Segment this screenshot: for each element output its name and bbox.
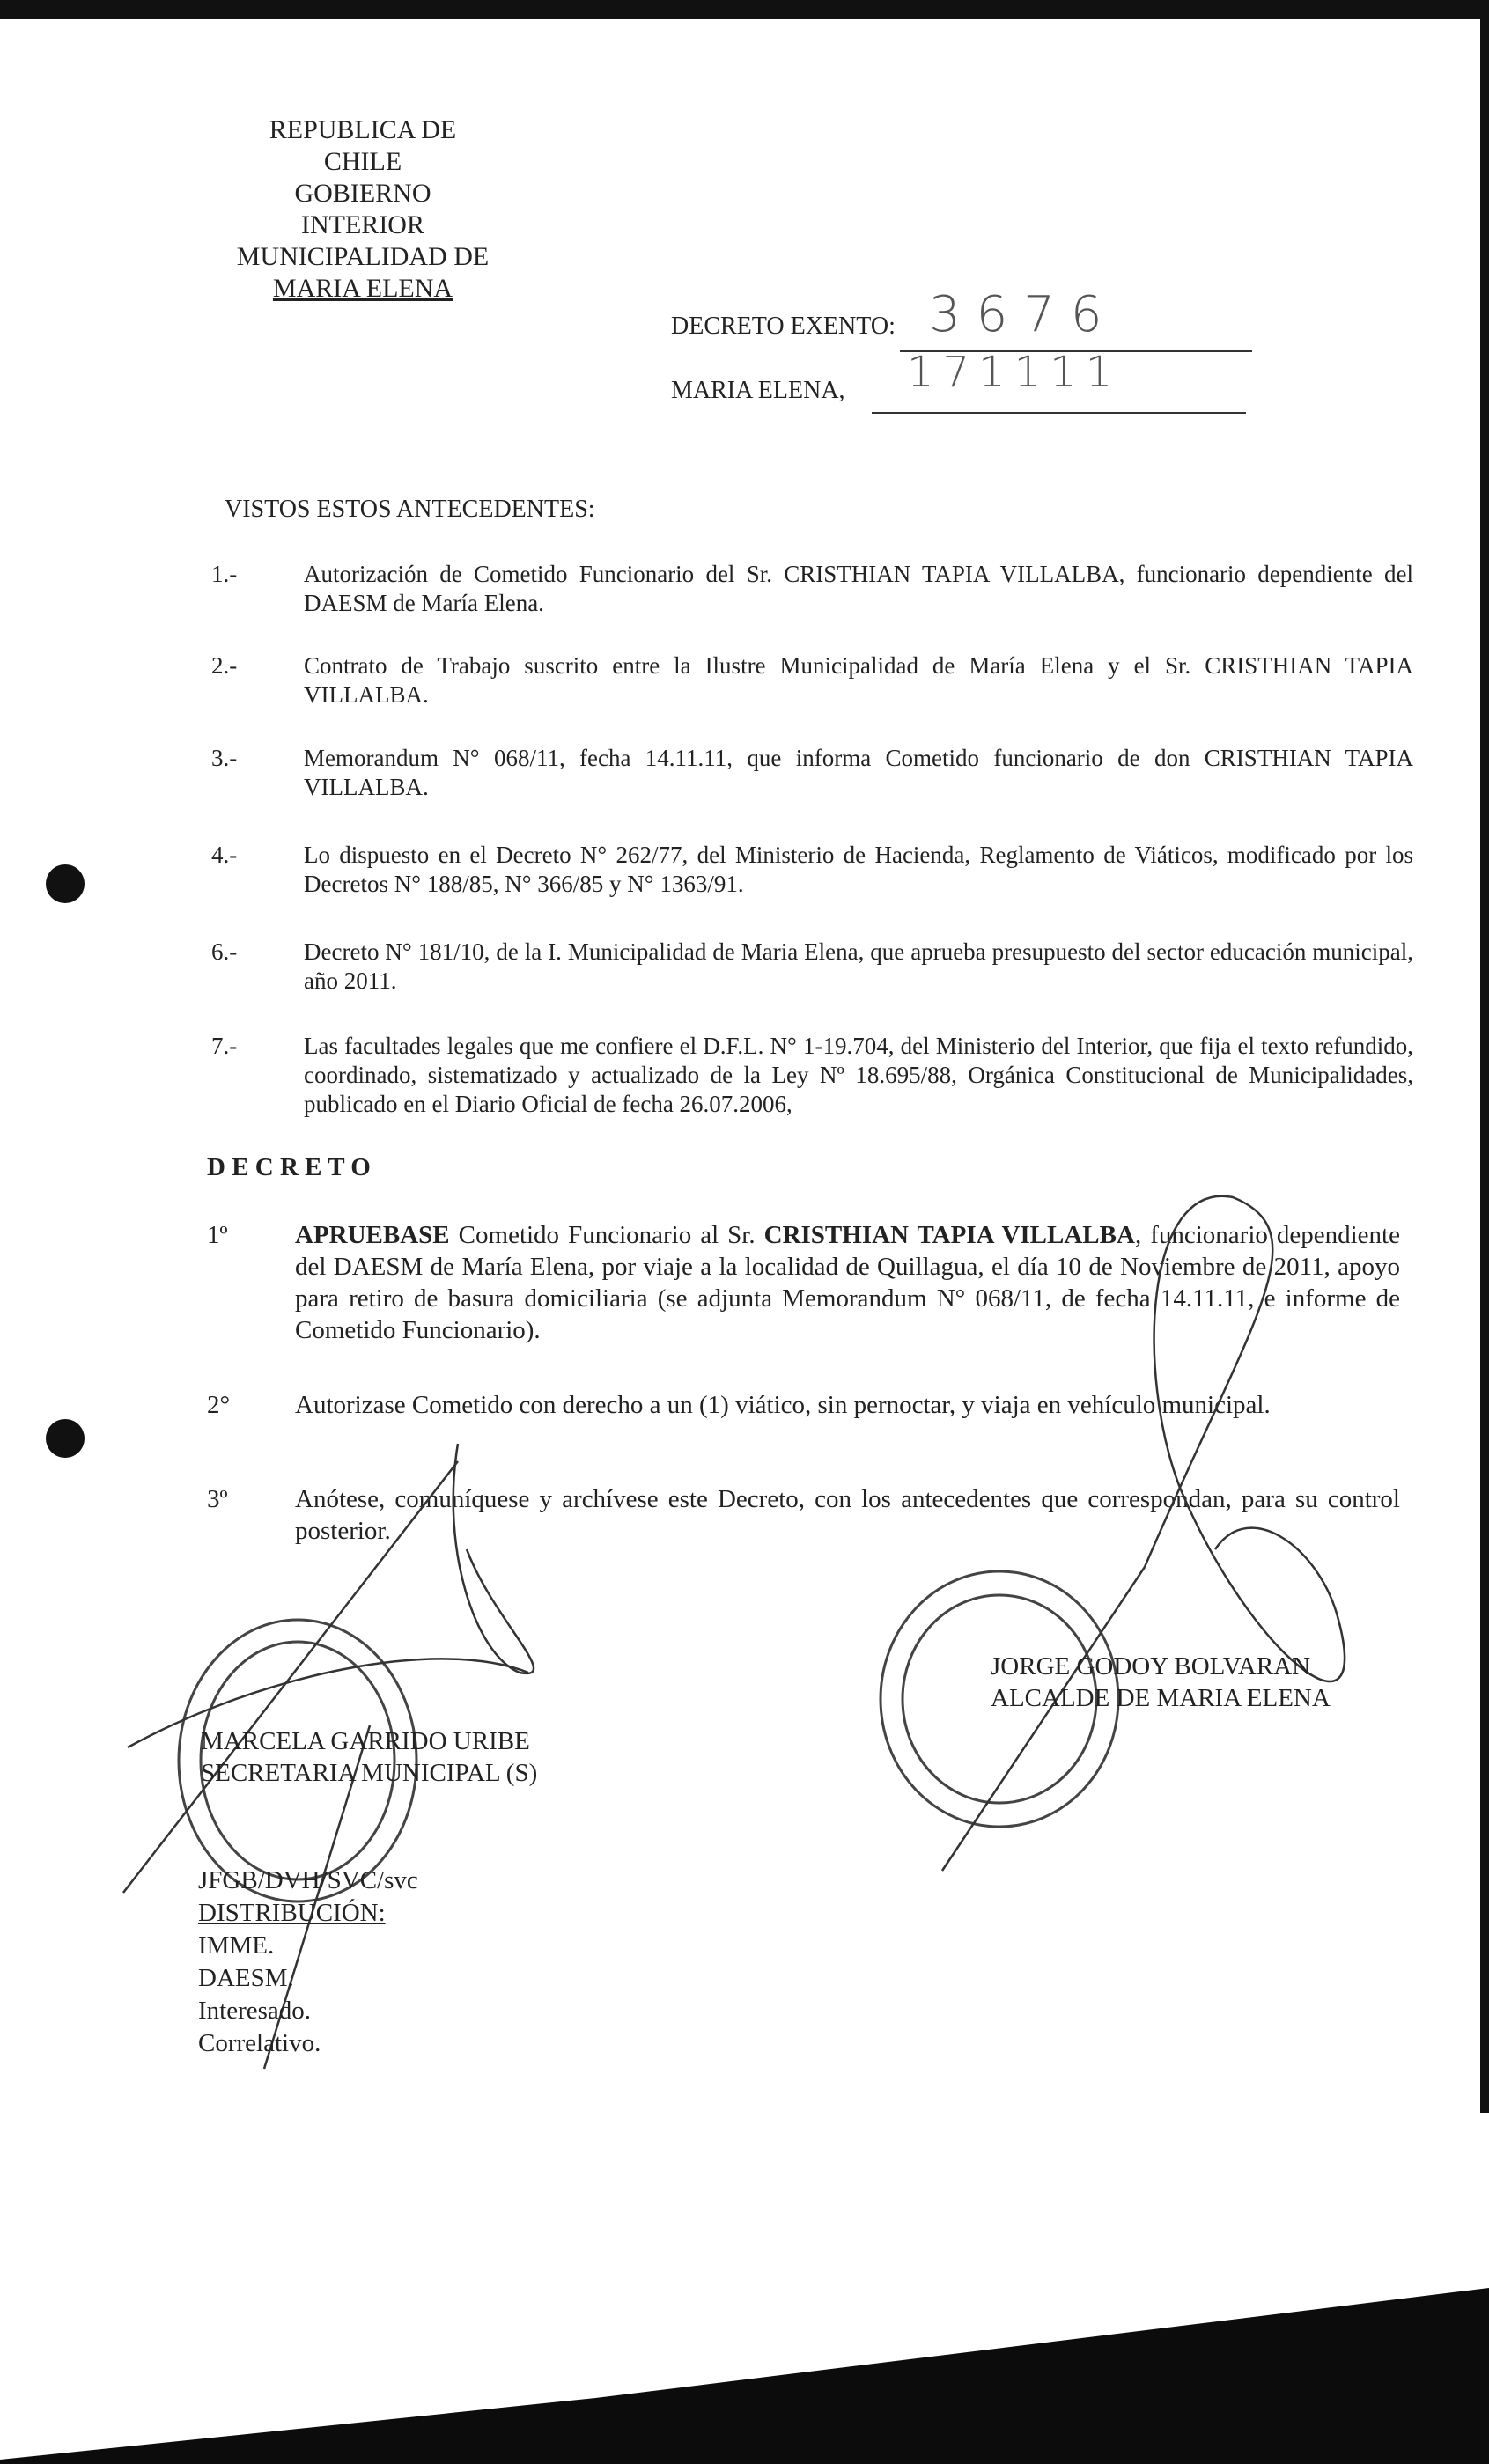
initials: JFGB/DVH/SVC/svc <box>198 1866 418 1894</box>
official-name: CRISTHIAN TAPIA VILLALBA <box>763 1221 1135 1249</box>
item-text: Lo dispuesto en el Decreto N° 262/77, del Ministerio de Hacienda, Reglamento de Viáticos, modificado por los Decretos N° 188/85, N° 366/85 y N° 1363/91. <box>304 842 1413 897</box>
decreto-title: D E C R E T O <box>207 1153 371 1181</box>
text-fragment: Cometido Funcionario al Sr. <box>449 1221 764 1249</box>
secretary-signature-block <box>201 1725 537 1789</box>
decree-date: 171111 <box>907 348 1122 397</box>
item-number: 6.- <box>211 938 238 965</box>
distribution-item: Correlativo. <box>198 2029 321 2057</box>
text-fragment: , funcionario dependiente del DAESM de María Elena, por viaje a la localidad de Quillagua, el día 10 de Noviembre de 2011, apoyo para retiro de basura domiciliaria (se adjunta Memorandum N° 068/11, de fecha 14.11.11, e informe de Cometido Funcionario). <box>295 1221 1400 1344</box>
item-text: Las facultades legales que me confiere el D.F.L. N° 1-19.704, del Ministerio del Interior, que fija el texto refundido, coordinado, sistematizado y actualizado de la Ley Nº 18.695/88, Orgánica Constitucional de Municipalidades, publicado en el Diario Oficial de fecha 26.07.2006, <box>304 1033 1413 1117</box>
distribution-item: DAESM. <box>198 1964 294 1992</box>
item-number: 2.- <box>211 652 238 679</box>
signer-title: ALCALDE DE MARIA ELENA <box>991 1684 1331 1712</box>
letterhead-line: MUNICIPALIDAD DE <box>236 242 490 271</box>
decree-label: DECRETO EXENTO: <box>671 313 896 340</box>
distribution-block <box>198 1865 418 2060</box>
letterhead-line: REPUBLICA DE CHILE <box>269 115 457 176</box>
item-text: Decreto N° 181/10, de la I. Municipalidad de Maria Elena, que aprueba presupuesto del sector educación municipal, año 2011. <box>304 938 1413 994</box>
letterhead-line: MARIA ELENA <box>272 274 453 303</box>
place-label: MARIA ELENA, <box>671 377 845 404</box>
item-number: 4.- <box>211 842 238 868</box>
distribution-title: DISTRIBUCIÓN: <box>198 1899 386 1927</box>
item-number: 1º <box>207 1221 228 1249</box>
item-number: 3.- <box>211 745 238 771</box>
item-number: 2° <box>207 1391 231 1419</box>
signer-title: SECRETARIA MUNICIPAL (S) <box>201 1759 538 1787</box>
item-number: 1.- <box>211 561 238 587</box>
item-number: 7.- <box>211 1033 238 1059</box>
letterhead-line: GOBIERNO INTERIOR <box>294 179 431 239</box>
item-number: 3º <box>207 1485 228 1513</box>
item-text: Anótese, comuníquese y archívese este Decreto, con los antecedentes que correspondan, para su control posterior. <box>295 1485 1400 1545</box>
approve-keyword: APRUEBASE <box>295 1221 450 1249</box>
item-text: Contrato de Trabajo suscrito entre la Ilustre Municipalidad de María Elena y el Sr. CRISTHIAN TAPIA VILLALBA. <box>304 652 1413 708</box>
mayor-signature-block <box>991 1651 1331 1714</box>
distribution-item: Interesado. <box>198 1997 312 2025</box>
item-text: Memorandum N° 068/11, fecha 14.11.11, que informa Cometido funcionario de don CRISTHIAN TAPIA VILLALBA. <box>304 745 1413 800</box>
decree-number: 3676 <box>929 286 1118 343</box>
item-text: Autorización de Cometido Funcionario del Sr. CRISTHIAN TAPIA VILLALBA, funcionario dependiente del DAESM de María Elena. <box>304 561 1413 616</box>
distribution-item: IMME. <box>198 1931 275 1960</box>
signer-name: JORGE GODOY BOLVARAN <box>991 1652 1311 1681</box>
vistos-title: VISTOS ESTOS ANTECEDENTES: <box>225 496 595 523</box>
item-text: Autorizase Cometido con derecho a un (1) viático, sin pernoctar, y viaja en vehículo municipal. <box>295 1391 1271 1419</box>
signer-name: MARCELA GARRIDO URIBE <box>201 1727 530 1755</box>
